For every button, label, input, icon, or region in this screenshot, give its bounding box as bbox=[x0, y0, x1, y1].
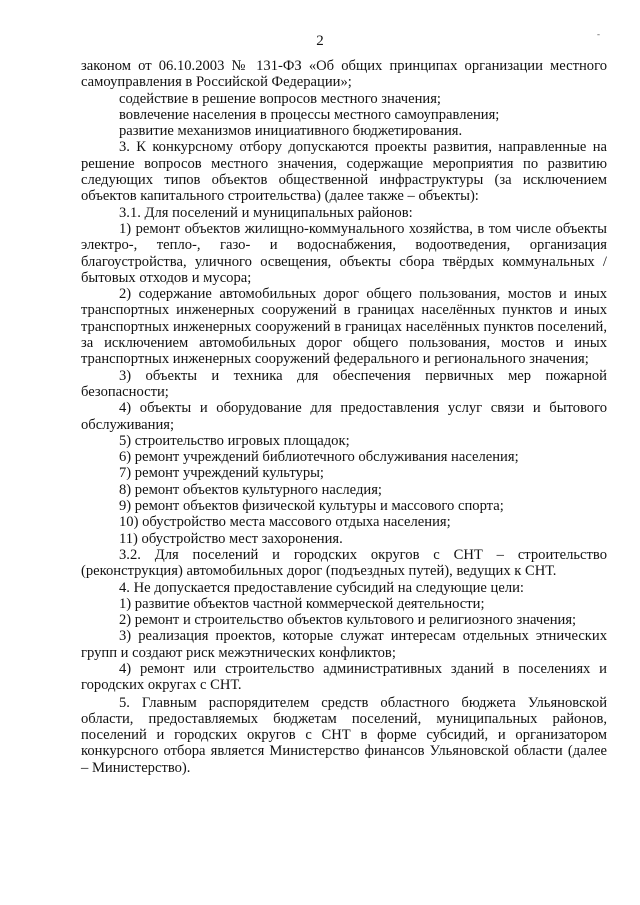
list-item-3-1-5: 5) строительство игровых площадок; bbox=[119, 432, 350, 449]
paragraph-law-reference: законом от 06.10.2003 № 131-ФЗ «Об общих принципах организации местного самоуправления в Российской Федерации»; bbox=[81, 58, 607, 91]
list-item-3-1-1: 1) ремонт объектов жилищно-коммунального хозяйства, в том числе объекты электро-, тепло-, газо- и водоснабжения, водоотведения, организация благоустройства, уличного освещения, объекты сбора твёрдых коммунальных / бытовых отходов и мусора; bbox=[81, 220, 607, 286]
list-item-4-1: 1) развитие объектов частной коммерческой деятельности; bbox=[119, 595, 485, 612]
list-item-3-1-6: 6) ремонт учреждений библиотечного обслуживания населения; bbox=[119, 449, 519, 466]
document-body bbox=[81, 58, 607, 776]
paragraph-goal-2: вовлечение населения в процессы местного самоуправления; bbox=[119, 106, 500, 123]
list-item-3-1-8: 8) ремонт объектов культурного наследия; bbox=[119, 481, 382, 498]
list-item-3-1-10: 10) обустройство места массового отдыха населения; bbox=[119, 514, 451, 531]
paragraph-4: 4. Не допускается предоставление субсидий на следующие цели: bbox=[119, 579, 524, 596]
paragraph-3-1: 3.1. Для поселений и муниципальных районов: bbox=[119, 204, 413, 221]
page-number: 2 bbox=[316, 33, 324, 49]
list-item-3-1-4: 4) объекты и оборудование для предоставления услуг связи и бытового обслуживания; bbox=[81, 400, 607, 433]
list-item-4-3: 3) реализация проектов, которые служат интересам отдельных этнических групп и создают риск межэтнических конфликтов; bbox=[81, 628, 607, 661]
paragraph-3: 3. К конкурсному отбору допускаются проекты развития, направленные на решение вопросов местного значения, содержащие мероприятия по развитию следующих типов объектов общественной инфраструктуры (за исключением объектов капитального строительства) (далее также – объекты): bbox=[81, 139, 607, 205]
paragraph-goal-1: содействие в решение вопросов местного значения; bbox=[119, 90, 441, 107]
list-item-3-1-11: 11) обустройство мест захоронения. bbox=[119, 530, 343, 547]
paragraph-goal-3: развитие механизмов инициативного бюджетирования. bbox=[119, 123, 463, 140]
corner-mark: - bbox=[597, 29, 600, 39]
list-item-4-4: 4) ремонт или строительство административных зданий в поселениях и городских округах с СНТ. bbox=[81, 660, 607, 694]
list-item-4-2: 2) ремонт и строительство объектов культового и религиозного значения; bbox=[119, 612, 577, 629]
list-item-3-1-7: 7) ремонт учреждений культуры; bbox=[119, 465, 324, 482]
paragraph-5: 5. Главным распорядителем средств областного бюджета Ульяновской области, предоставляемых бюджетам поселений, муниципальных районов, поселений и городских округов с СНТ в форме субсидий, и организатором конкурсного отбора является Министерство финансов Ульяновской области (далее – Министерство). bbox=[81, 694, 607, 776]
paragraph-3-2: 3.2. Для поселений и городских округов с СНТ – строительство (реконструкция) автомобильных дорог (подъездных путей), ведущих к СНТ. bbox=[81, 546, 607, 580]
list-item-3-1-9: 9) ремонт объектов физической культуры и массового спорта; bbox=[119, 498, 504, 515]
list-item-3-1-2: 2) содержание автомобильных дорог общего пользования, мостов и иных транспортных инженерных сооружений в границах населённых пунктов и иных транспортных инженерных сооружений в границах населённых пунктов поселений, за исключением автомобильных дорог общего пользования, мостов и иных транспортных инженерных сооружений федерального и регионального значения; bbox=[81, 286, 607, 368]
list-item-3-1-3: 3) объекты и техника для обеспечения первичных мер пожарной безопасности; bbox=[81, 367, 607, 400]
